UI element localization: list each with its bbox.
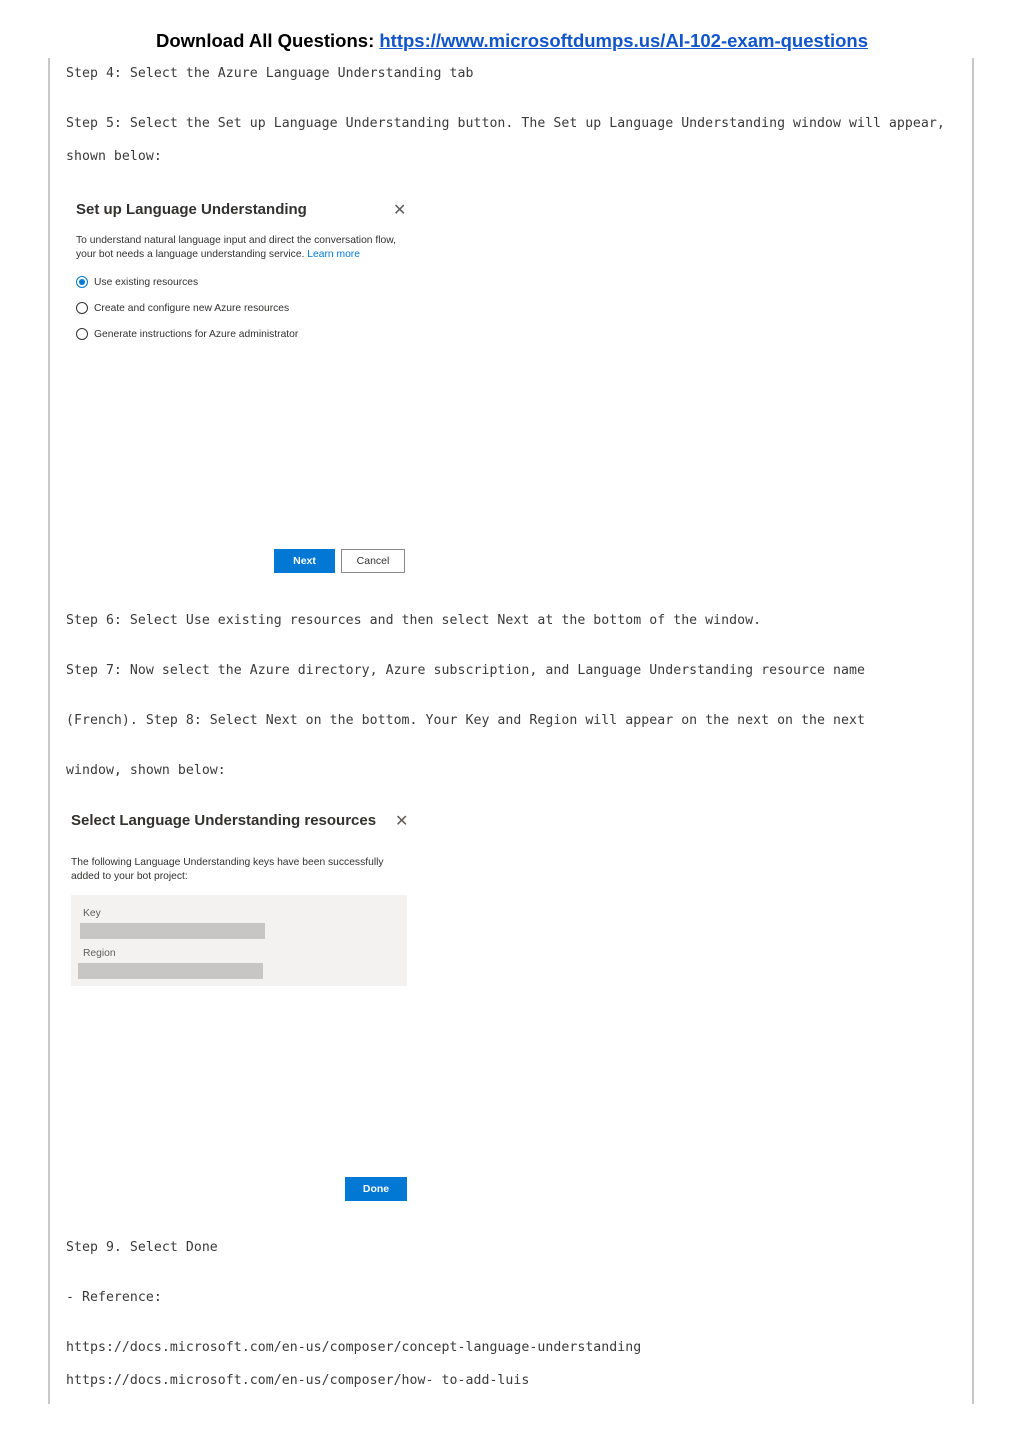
keys-panel	[71, 895, 407, 986]
option-label: Generate instructions for Azure administrator	[94, 328, 299, 340]
select-language-understanding-resources-dialog	[64, 802, 414, 1208]
dialog-description	[76, 234, 396, 262]
radio-checked-icon[interactable]	[76, 276, 88, 288]
dialog-title: Set up Language Understanding	[76, 201, 307, 218]
option-generate-instructions[interactable]	[76, 326, 298, 342]
step-8-continued: window, shown below:	[66, 763, 226, 778]
dialog-description: The following Language Understanding keys have been successfully added to your bot project:	[71, 857, 384, 882]
option-use-existing[interactable]	[76, 274, 198, 290]
step-5-continued: shown below:	[66, 149, 162, 164]
step-5-text: Step 5: Select the Set up Language Understanding button. The Set up Language Understanding window will appear,	[66, 116, 945, 131]
close-icon[interactable]: ✕	[393, 202, 407, 219]
left-border	[48, 58, 50, 1404]
close-icon[interactable]: ✕	[395, 813, 409, 830]
resource-options	[76, 274, 376, 354]
region-label: Region	[83, 948, 116, 959]
key-value-redacted	[80, 923, 265, 939]
banner-link[interactable]: https://www.microsoftdumps.us/AI-102-exam-questions	[379, 30, 868, 51]
reference-heading: - Reference:	[66, 1290, 162, 1305]
step-7-text: Step 7: Now select the Azure directory, Azure subscription, and Language Understanding resource name	[66, 663, 865, 678]
step-4-text: Step 4: Select the Azure Language Understanding tab	[66, 66, 474, 81]
download-banner	[0, 30, 1024, 52]
radio-icon[interactable]	[76, 328, 88, 340]
option-create-new[interactable]	[76, 300, 289, 316]
reference-link-1[interactable]: https://docs.microsoft.com/en-us/composer/concept-language-understanding	[66, 1340, 642, 1355]
step-8-text: (French). Step 8: Select Next on the bottom. Your Key and Region will appear on the next on the next	[66, 713, 865, 728]
cancel-button[interactable]: Cancel	[341, 549, 405, 573]
dialog-title: Select Language Understanding resources	[71, 812, 377, 829]
reference-link-2[interactable]: https://docs.microsoft.com/en-us/composer/how- to-add-luis	[66, 1373, 530, 1388]
radio-icon[interactable]	[76, 302, 88, 314]
step-9-text: Step 9. Select Done	[66, 1240, 218, 1255]
setup-language-understanding-dialog	[64, 190, 414, 585]
option-label: Use existing resources	[94, 276, 199, 288]
done-button[interactable]: Done	[345, 1177, 407, 1201]
step-6-text: Step 6: Select Use existing resources and then select Next at the bottom of the window.	[66, 613, 762, 628]
region-value-redacted	[78, 963, 263, 979]
right-border	[972, 58, 974, 1404]
description-text: To understand natural language input and direct the conversation flow, your bot needs a language understanding service.	[76, 235, 396, 260]
option-label: Create and configure new Azure resources	[94, 302, 290, 314]
key-label: Key	[83, 908, 101, 919]
next-button[interactable]: Next	[274, 549, 335, 573]
banner-prefix: Download All Questions:	[156, 30, 380, 51]
learn-more-link[interactable]: Learn more	[307, 249, 360, 260]
